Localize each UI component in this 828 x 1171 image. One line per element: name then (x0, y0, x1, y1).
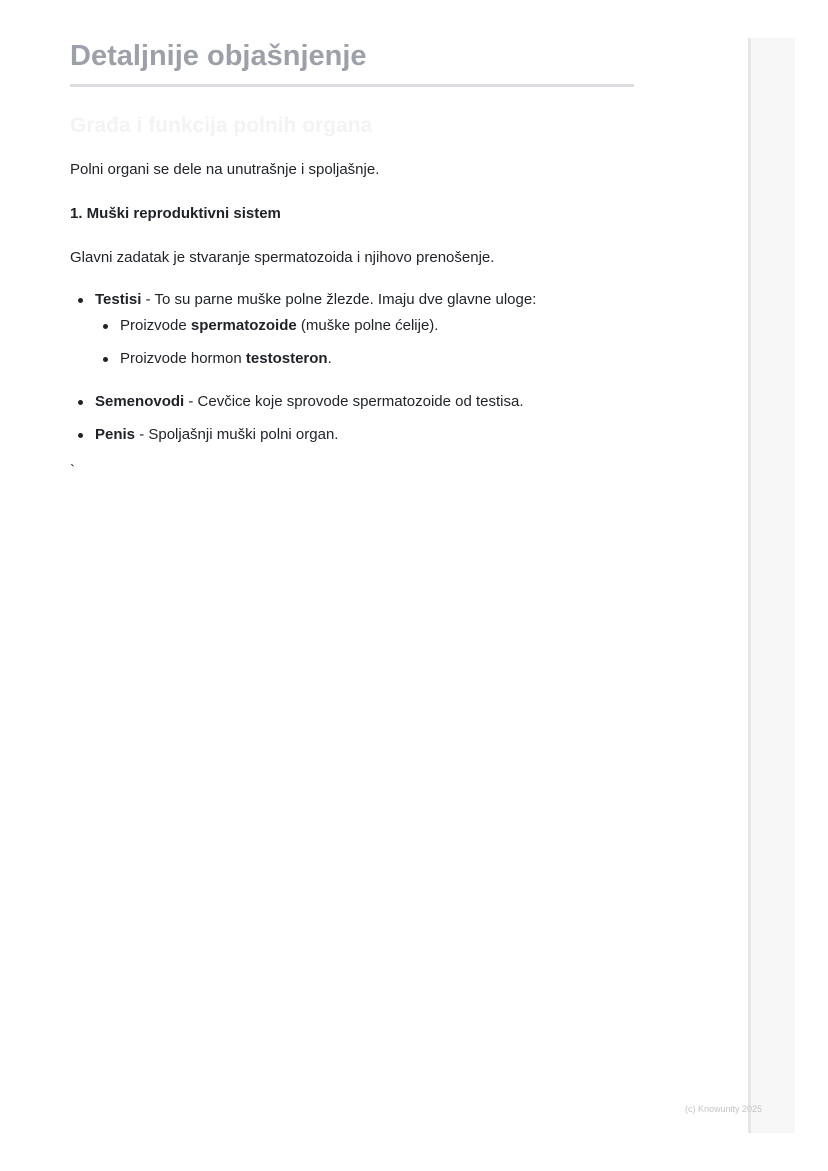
term: Testisi (95, 291, 142, 308)
description: - To su parne muške polne žlezde. Imaju dve glavne uloge: (141, 291, 537, 308)
page-title: Detaljnije objašnjenje (70, 40, 367, 72)
list-item (95, 426, 338, 443)
sub-list-item (120, 350, 332, 367)
term: testosteron (245, 350, 328, 367)
section-title: Građa i funkcija polnih organa (70, 114, 373, 137)
section-text: Glavni zadatak je stvaranje spermatozoida i njihovo prenošenje. (70, 249, 495, 266)
description: - Spoljašnji muški polni organ. (135, 426, 339, 443)
term: Penis (95, 426, 136, 443)
text: Proizvode (120, 317, 191, 334)
list-item (95, 393, 524, 410)
text: . (327, 350, 332, 367)
side-panel (748, 38, 795, 1133)
term: spermatozoide (190, 317, 297, 334)
text: (muške polne ćelije). (296, 317, 439, 334)
footer-copyright: (c) Knowunity 2025 (685, 1104, 763, 1114)
list-item (95, 291, 536, 308)
sub-list-item (120, 317, 438, 334)
title-divider (70, 84, 634, 87)
stray-mark: ` (70, 462, 75, 479)
intro-text: Polni organi se dele na unutrašnje i spoljašnje. (70, 161, 380, 178)
text: Proizvode hormon (120, 350, 246, 367)
section-heading: 1. Muški reproduktivni sistem (70, 205, 281, 222)
term: Semenovodi (95, 393, 185, 410)
description: - Cevčice koje sprovode spermatozoide od testisa. (184, 393, 524, 410)
